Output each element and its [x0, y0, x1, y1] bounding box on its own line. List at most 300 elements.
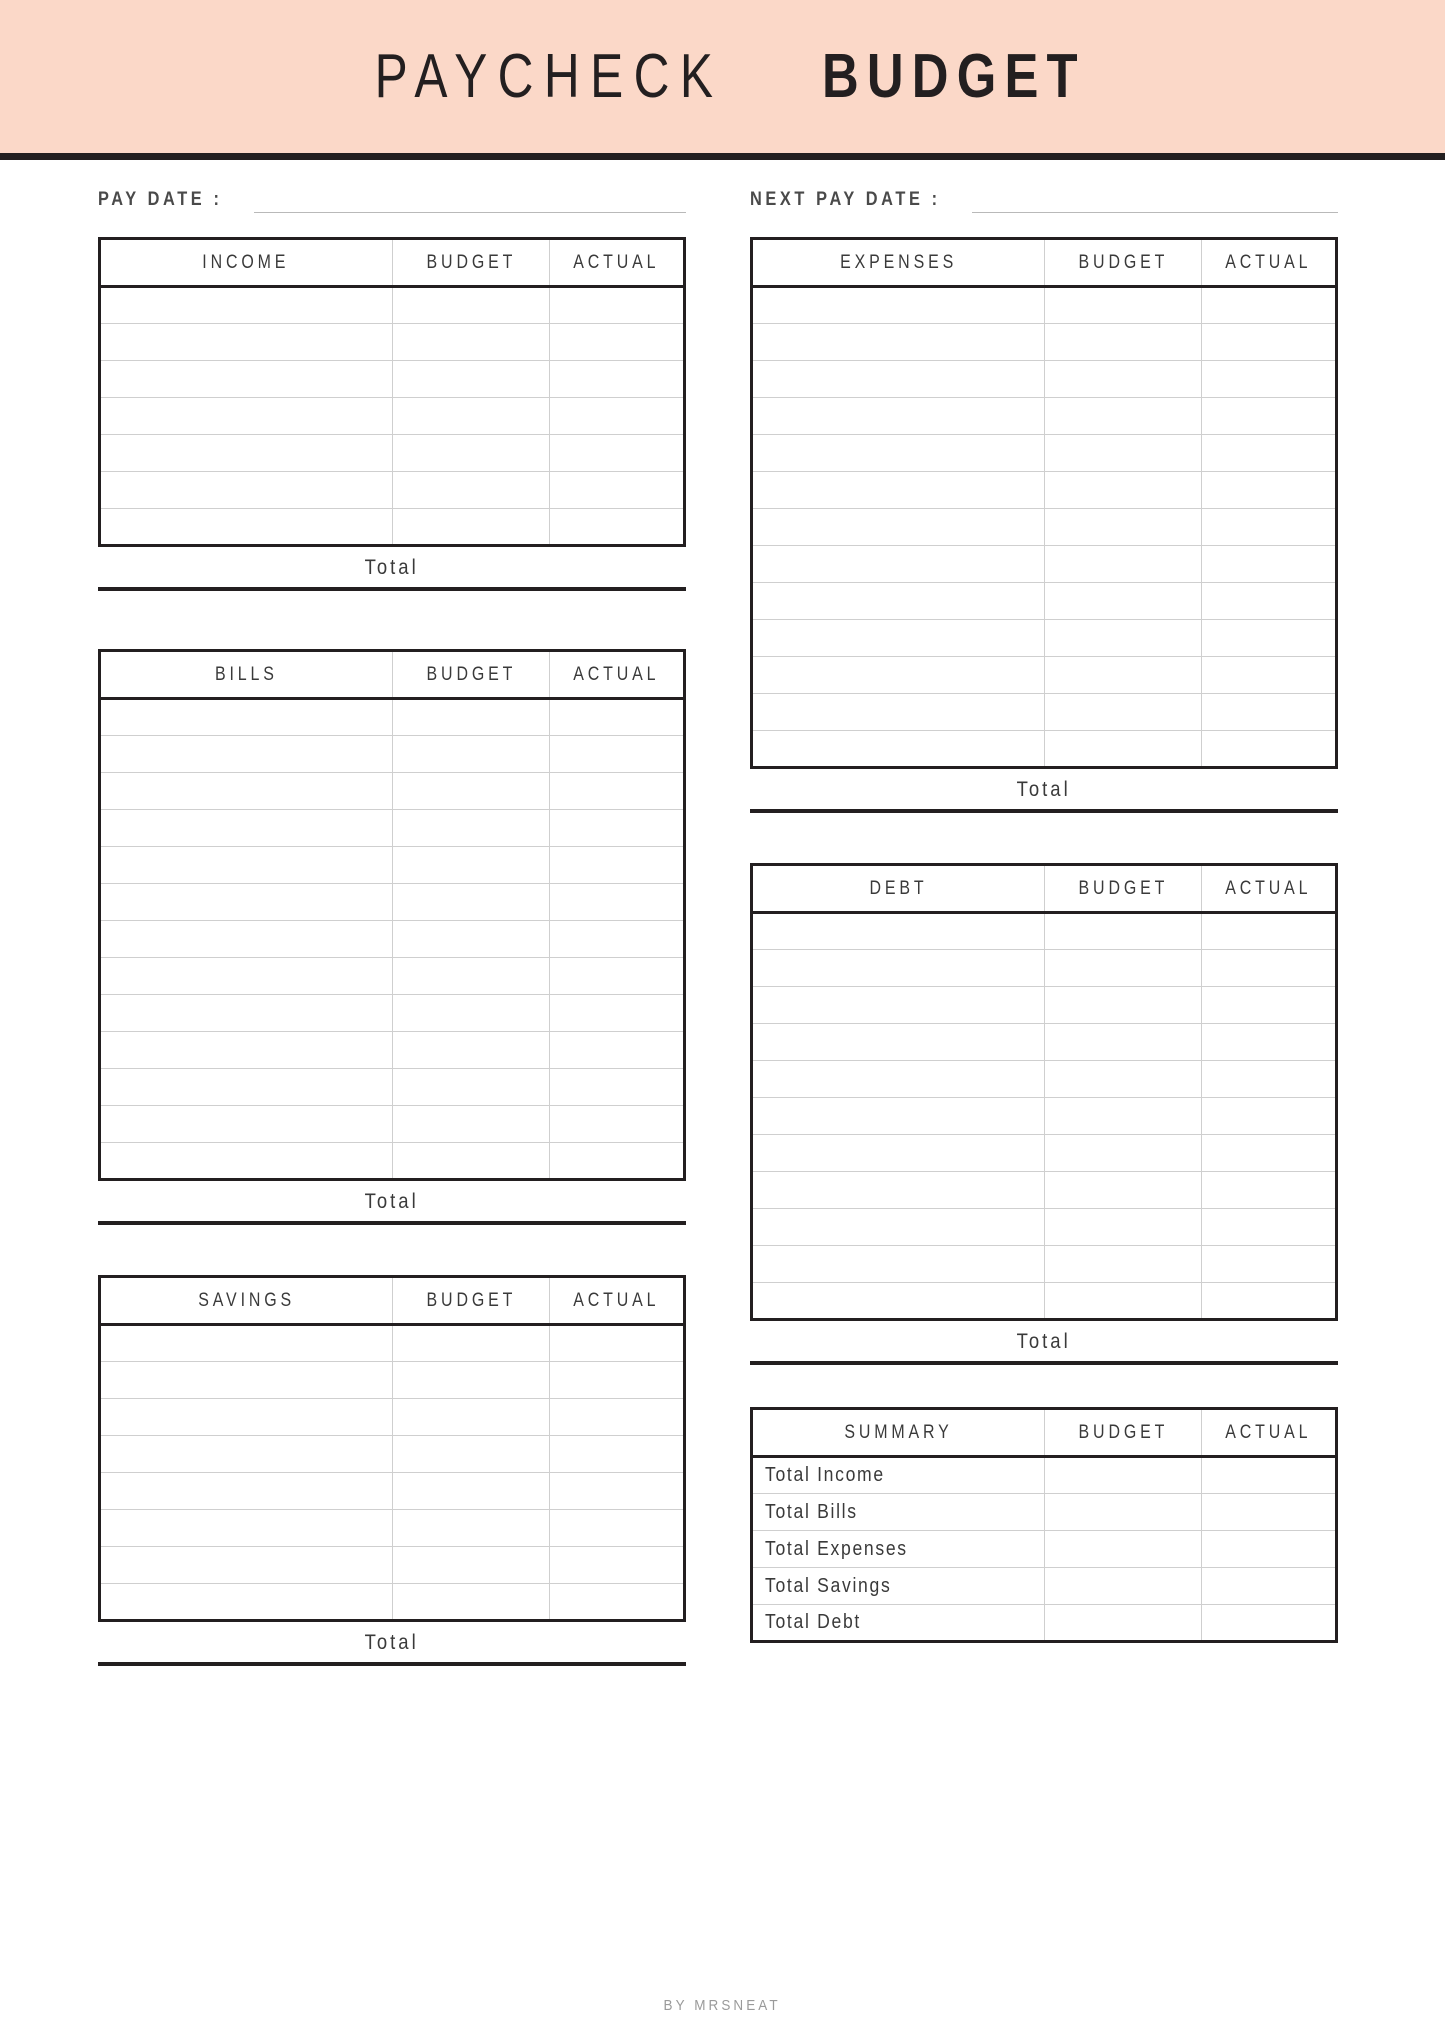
table-cell-name[interactable] — [752, 1457, 1045, 1494]
table-cell-budget[interactable] — [1044, 987, 1202, 1024]
cell-text: Total Income — [765, 1464, 885, 1486]
table-cell-actual[interactable] — [1202, 950, 1337, 987]
page-title — [331, 41, 1115, 112]
table-cell-actual[interactable] — [550, 1069, 685, 1106]
table-cell-name[interactable] — [100, 1032, 393, 1069]
table-cell-actual[interactable] — [550, 773, 685, 810]
table-cell-budget[interactable] — [1044, 950, 1202, 987]
table-row[interactable] — [752, 1061, 1337, 1098]
table-row[interactable] — [752, 546, 1337, 583]
table-cell-actual[interactable] — [1202, 472, 1337, 509]
table-row[interactable] — [752, 1209, 1337, 1246]
spacer-income-bills — [98, 591, 686, 649]
table-cell-actual[interactable] — [1202, 1568, 1337, 1605]
debt-col-header-name: DEBT — [752, 865, 1045, 913]
table-cell-actual[interactable] — [1202, 913, 1337, 950]
table-row[interactable] — [100, 921, 685, 958]
table-cell-name[interactable] — [100, 361, 393, 398]
table-cell-budget[interactable] — [392, 1584, 550, 1621]
table-cell-budget[interactable] — [1044, 1209, 1202, 1246]
table-cell-name[interactable] — [100, 921, 393, 958]
table-cell-actual[interactable] — [1202, 583, 1337, 620]
table-cell-name[interactable] — [100, 1510, 393, 1547]
table-row[interactable] — [752, 361, 1337, 398]
spacer-debt-summary — [750, 1365, 1338, 1407]
table-cell-name[interactable] — [752, 435, 1045, 472]
table-cell-actual[interactable] — [550, 287, 685, 324]
table-cell-budget[interactable] — [392, 1399, 550, 1436]
table-cell-name[interactable] — [100, 847, 393, 884]
cell-text: Total Savings — [765, 1574, 892, 1597]
savings-table-section — [98, 1275, 686, 1666]
table-cell-budget[interactable] — [392, 736, 550, 773]
table-row[interactable] — [752, 509, 1337, 546]
table-cell-budget[interactable] — [1044, 435, 1202, 472]
table-cell-actual[interactable] — [550, 995, 685, 1032]
table-cell-name[interactable] — [100, 1436, 393, 1473]
table-cell-budget[interactable] — [392, 324, 550, 361]
income-col-header-actual: ACTUAL — [550, 239, 685, 287]
table-cell-actual[interactable] — [1202, 287, 1337, 324]
right-column — [750, 167, 1338, 1643]
cell-text: Total Bills — [765, 1500, 858, 1523]
table-cell-name[interactable] — [752, 1024, 1045, 1061]
summary-table-body — [752, 1457, 1337, 1642]
table-cell-name[interactable] — [752, 620, 1045, 657]
table-header-row — [752, 865, 1337, 913]
next-pay-date-label: NEXT PAY DATE : — [750, 189, 941, 210]
table-cell-budget[interactable] — [1044, 398, 1202, 435]
table-cell-actual[interactable] — [550, 361, 685, 398]
bills-table — [98, 649, 686, 1181]
table-row[interactable] — [752, 1568, 1337, 1605]
table-cell-budget[interactable] — [392, 361, 550, 398]
table-cell-budget[interactable] — [1044, 583, 1202, 620]
table-row[interactable] — [100, 736, 685, 773]
table-cell-name[interactable] — [100, 324, 393, 361]
table-row[interactable] — [752, 1246, 1337, 1283]
bills-col-header-name: BILLS — [100, 651, 393, 699]
table-cell-name[interactable] — [752, 1494, 1045, 1531]
summary-col-header-budget: BUDGET — [1044, 1409, 1202, 1457]
table-row[interactable] — [100, 773, 685, 810]
table-row[interactable] — [100, 847, 685, 884]
table-row[interactable] — [100, 1032, 685, 1069]
pay-date-underline[interactable] — [254, 211, 686, 213]
table-cell-budget[interactable] — [392, 1069, 550, 1106]
table-cell-budget[interactable] — [392, 1473, 550, 1510]
table-cell-actual[interactable] — [550, 1325, 685, 1362]
table-cell-budget[interactable] — [392, 435, 550, 472]
table-cell-name[interactable] — [752, 1209, 1045, 1246]
income-table — [98, 237, 686, 547]
table-cell-name[interactable] — [100, 1362, 393, 1399]
table-row[interactable] — [752, 1135, 1337, 1172]
expenses-col-header-actual: ACTUAL — [1202, 239, 1337, 287]
table-cell-name[interactable] — [100, 884, 393, 921]
table-cell-name[interactable] — [100, 1325, 393, 1362]
table-cell-name[interactable] — [752, 1605, 1045, 1642]
income-total-strip — [98, 547, 686, 591]
table-header-row — [752, 1409, 1337, 1457]
table-row[interactable] — [752, 731, 1337, 768]
table-cell-name[interactable] — [100, 736, 393, 773]
table-cell-budget[interactable] — [392, 509, 550, 546]
table-cell-budget[interactable] — [392, 1106, 550, 1143]
savings-table — [98, 1275, 686, 1622]
table-row[interactable] — [752, 1531, 1337, 1568]
table-row[interactable] — [752, 398, 1337, 435]
table-cell-budget[interactable] — [392, 1436, 550, 1473]
table-row[interactable] — [752, 620, 1337, 657]
table-cell-budget[interactable] — [392, 699, 550, 736]
pay-date-label: PAY DATE : — [98, 189, 223, 210]
table-cell-actual[interactable] — [1202, 657, 1337, 694]
income-col-header-budget: BUDGET — [392, 239, 550, 287]
bills-table-body — [100, 699, 685, 1180]
bills-total-label: Total — [364, 1190, 419, 1213]
table-cell-budget[interactable] — [1044, 1283, 1202, 1320]
income-total-label: Total — [364, 556, 419, 579]
debt-total-label: Total — [1016, 1330, 1071, 1353]
left-column — [98, 167, 686, 1666]
table-cell-budget[interactable] — [392, 995, 550, 1032]
table-cell-budget[interactable] — [392, 1032, 550, 1069]
table-cell-actual[interactable] — [1202, 1494, 1337, 1531]
table-cell-actual[interactable] — [1202, 694, 1337, 731]
table-cell-name[interactable] — [752, 950, 1045, 987]
table-cell-name[interactable] — [752, 361, 1045, 398]
bills-col-header-budget: BUDGET — [392, 651, 550, 699]
table-row[interactable] — [100, 958, 685, 995]
table-cell-actual[interactable] — [1202, 1024, 1337, 1061]
table-cell-budget[interactable] — [392, 958, 550, 995]
table-cell-actual[interactable] — [550, 810, 685, 847]
table-cell-name[interactable] — [100, 1473, 393, 1510]
pay-date-field[interactable] — [98, 167, 686, 213]
table-cell-budget[interactable] — [392, 287, 550, 324]
table-cell-budget[interactable] — [1044, 620, 1202, 657]
table-row[interactable] — [752, 1605, 1337, 1642]
table-cell-name[interactable] — [100, 1584, 393, 1621]
table-row[interactable] — [100, 884, 685, 921]
table-cell-budget[interactable] — [1044, 1172, 1202, 1209]
table-cell-name[interactable] — [100, 1399, 393, 1436]
footer-credit: BY MRSNEAT — [663, 1997, 782, 2014]
table-cell-name[interactable] — [752, 1098, 1045, 1135]
table-cell-actual[interactable] — [550, 1032, 685, 1069]
savings-col-header-actual: ACTUAL — [550, 1277, 685, 1325]
income-table-section — [98, 237, 686, 591]
table-row[interactable] — [752, 913, 1337, 950]
table-cell-budget[interactable] — [1044, 1246, 1202, 1283]
table-cell-budget[interactable] — [392, 1325, 550, 1362]
next-pay-date-underline[interactable] — [972, 211, 1338, 213]
table-cell-actual[interactable] — [550, 1436, 685, 1473]
table-cell-name[interactable] — [752, 546, 1045, 583]
table-cell-budget[interactable] — [1044, 509, 1202, 546]
table-cell-budget[interactable] — [1044, 1135, 1202, 1172]
table-row[interactable] — [100, 361, 685, 398]
table-cell-actual[interactable] — [550, 1473, 685, 1510]
table-cell-name[interactable] — [100, 398, 393, 435]
table-cell-name[interactable] — [752, 1246, 1045, 1283]
debt-table-body — [752, 913, 1337, 1320]
table-cell-actual[interactable] — [550, 324, 685, 361]
table-cell-budget[interactable] — [1044, 1605, 1202, 1642]
table-cell-actual[interactable] — [1202, 1246, 1337, 1283]
table-cell-budget[interactable] — [1044, 913, 1202, 950]
table-row[interactable] — [100, 1473, 685, 1510]
table-cell-name[interactable] — [100, 1106, 393, 1143]
table-cell-budget[interactable] — [1044, 1494, 1202, 1531]
table-row[interactable] — [752, 324, 1337, 361]
table-cell-actual[interactable] — [550, 921, 685, 958]
table-cell-budget[interactable] — [392, 773, 550, 810]
table-row[interactable] — [100, 435, 685, 472]
spacer-expenses-debt — [750, 813, 1338, 863]
debt-table-section — [750, 863, 1338, 1365]
table-cell-budget[interactable] — [392, 1143, 550, 1180]
table-cell-actual[interactable] — [1202, 361, 1337, 398]
expenses-col-header-name: EXPENSES — [752, 239, 1045, 287]
cell-text: Total Debt — [765, 1611, 861, 1633]
table-row[interactable] — [752, 1494, 1337, 1531]
table-cell-name[interactable] — [752, 1531, 1045, 1568]
table-header-row — [100, 651, 685, 699]
table-row[interactable] — [752, 1457, 1337, 1494]
income-col-header-name: INCOME — [100, 239, 393, 287]
expenses-total-label: Total — [1016, 778, 1071, 801]
table-cell-budget[interactable] — [392, 847, 550, 884]
table-cell-actual[interactable] — [1202, 1457, 1337, 1494]
table-cell-actual[interactable] — [550, 398, 685, 435]
table-cell-actual[interactable] — [550, 1106, 685, 1143]
table-cell-budget[interactable] — [1044, 1531, 1202, 1568]
table-row[interactable] — [100, 1069, 685, 1106]
table-row[interactable] — [100, 1510, 685, 1547]
table-cell-budget[interactable] — [1044, 1061, 1202, 1098]
table-cell-actual[interactable] — [550, 1362, 685, 1399]
savings-total-strip — [98, 1622, 686, 1666]
table-cell-actual[interactable] — [550, 509, 685, 546]
expenses-table-section — [750, 237, 1338, 813]
table-row[interactable] — [752, 287, 1337, 324]
table-row[interactable] — [752, 950, 1337, 987]
table-cell-budget[interactable] — [1044, 361, 1202, 398]
table-cell-name[interactable] — [100, 509, 393, 546]
table-row[interactable] — [752, 1098, 1337, 1135]
expenses-table-body — [752, 287, 1337, 768]
table-row[interactable] — [752, 1283, 1337, 1320]
savings-col-header-budget: BUDGET — [392, 1277, 550, 1325]
table-cell-actual[interactable] — [1202, 509, 1337, 546]
table-cell-actual[interactable] — [1202, 1605, 1337, 1642]
table-cell-name[interactable] — [752, 1135, 1045, 1172]
table-row[interactable] — [752, 1172, 1337, 1209]
table-cell-actual[interactable] — [550, 736, 685, 773]
table-cell-budget[interactable] — [392, 810, 550, 847]
table-cell-budget[interactable] — [392, 472, 550, 509]
table-cell-actual[interactable] — [550, 1547, 685, 1584]
table-row[interactable] — [100, 1399, 685, 1436]
table-cell-name[interactable] — [100, 1547, 393, 1584]
table-cell-name[interactable] — [100, 699, 393, 736]
table-row[interactable] — [100, 1584, 685, 1621]
table-row[interactable] — [100, 810, 685, 847]
table-cell-actual[interactable] — [1202, 987, 1337, 1024]
table-cell-budget[interactable] — [1044, 657, 1202, 694]
savings-col-header-name: SAVINGS — [100, 1277, 393, 1325]
table-cell-name[interactable] — [752, 583, 1045, 620]
table-header-row — [752, 239, 1337, 287]
table-row[interactable] — [752, 657, 1337, 694]
table-cell-actual[interactable] — [550, 958, 685, 995]
cell-text: Total Expenses — [765, 1537, 908, 1560]
expenses-table — [750, 237, 1338, 769]
table-cell-name[interactable] — [752, 1568, 1045, 1605]
table-header-row — [100, 1277, 685, 1325]
table-row[interactable] — [100, 398, 685, 435]
next-pay-date-field[interactable] — [750, 167, 1338, 213]
table-row[interactable] — [752, 472, 1337, 509]
debt-col-header-actual: ACTUAL — [1202, 865, 1337, 913]
table-cell-actual[interactable] — [1202, 324, 1337, 361]
table-row[interactable] — [100, 995, 685, 1032]
table-row[interactable] — [100, 699, 685, 736]
table-cell-actual[interactable] — [1202, 1283, 1337, 1320]
table-cell-name[interactable] — [100, 995, 393, 1032]
table-cell-name[interactable] — [752, 287, 1045, 324]
table-cell-actual[interactable] — [1202, 546, 1337, 583]
table-row[interactable] — [752, 987, 1337, 1024]
page-header-band — [0, 0, 1445, 160]
summary-col-header-actual: ACTUAL — [1202, 1409, 1337, 1457]
bills-total-strip — [98, 1181, 686, 1225]
table-cell-actual[interactable] — [550, 472, 685, 509]
table-cell-actual[interactable] — [1202, 1531, 1337, 1568]
table-cell-actual[interactable] — [550, 1399, 685, 1436]
table-row[interactable] — [100, 1362, 685, 1399]
table-cell-actual[interactable] — [1202, 620, 1337, 657]
table-row[interactable] — [752, 435, 1337, 472]
table-row[interactable] — [100, 1436, 685, 1473]
table-cell-name[interactable] — [100, 472, 393, 509]
bills-col-header-actual: ACTUAL — [550, 651, 685, 699]
table-cell-actual[interactable] — [550, 1510, 685, 1547]
table-cell-name[interactable] — [752, 509, 1045, 546]
page-title-paycheck: PAYCHECK — [374, 42, 723, 111]
table-cell-budget[interactable] — [1044, 287, 1202, 324]
table-cell-name[interactable] — [100, 810, 393, 847]
table-cell-budget[interactable] — [1044, 1098, 1202, 1135]
table-cell-name[interactable] — [100, 435, 393, 472]
table-cell-name[interactable] — [752, 324, 1045, 361]
table-cell-name[interactable] — [100, 1143, 393, 1180]
table-row[interactable] — [752, 1024, 1337, 1061]
table-cell-name[interactable] — [752, 472, 1045, 509]
table-cell-name[interactable] — [100, 1069, 393, 1106]
summary-table-section — [750, 1407, 1338, 1643]
table-row[interactable] — [100, 1106, 685, 1143]
table-row[interactable] — [100, 1325, 685, 1362]
table-cell-budget[interactable] — [1044, 694, 1202, 731]
table-cell-budget[interactable] — [1044, 1024, 1202, 1061]
table-row[interactable] — [100, 324, 685, 361]
summary-col-header-name: SUMMARY — [752, 1409, 1045, 1457]
table-cell-budget[interactable] — [1044, 731, 1202, 768]
table-cell-actual[interactable] — [1202, 398, 1337, 435]
expenses-col-header-budget: BUDGET — [1044, 239, 1202, 287]
table-cell-name[interactable] — [752, 1283, 1045, 1320]
debt-table — [750, 863, 1338, 1321]
table-cell-name[interactable] — [752, 1061, 1045, 1098]
table-cell-name[interactable] — [752, 694, 1045, 731]
table-row[interactable] — [100, 1143, 685, 1180]
footer — [0, 1997, 1445, 2015]
table-row[interactable] — [752, 583, 1337, 620]
table-cell-name[interactable] — [752, 987, 1045, 1024]
table-cell-name[interactable] — [100, 773, 393, 810]
table-cell-name[interactable] — [752, 398, 1045, 435]
table-cell-budget[interactable] — [1044, 1457, 1202, 1494]
table-cell-actual[interactable] — [1202, 1098, 1337, 1135]
table-cell-actual[interactable] — [550, 847, 685, 884]
table-cell-actual[interactable] — [1202, 1172, 1337, 1209]
table-cell-name[interactable] — [100, 287, 393, 324]
table-cell-name[interactable] — [752, 731, 1045, 768]
table-cell-actual[interactable] — [1202, 1135, 1337, 1172]
table-cell-budget[interactable] — [1044, 472, 1202, 509]
table-cell-budget[interactable] — [392, 1362, 550, 1399]
table-row[interactable] — [100, 287, 685, 324]
page-title-budget: BUDGET — [821, 42, 1086, 111]
bills-table-section — [98, 649, 686, 1225]
table-cell-actual[interactable] — [1202, 1061, 1337, 1098]
savings-total-label: Total — [364, 1631, 419, 1654]
table-cell-actual[interactable] — [550, 699, 685, 736]
table-cell-name[interactable] — [752, 1172, 1045, 1209]
table-cell-budget[interactable] — [1044, 1568, 1202, 1605]
table-cell-name[interactable] — [100, 958, 393, 995]
table-row[interactable] — [752, 694, 1337, 731]
table-cell-actual[interactable] — [550, 435, 685, 472]
table-cell-budget[interactable] — [392, 884, 550, 921]
table-cell-actual[interactable] — [1202, 731, 1337, 768]
spacer-bills-savings — [98, 1225, 686, 1275]
table-cell-actual[interactable] — [550, 884, 685, 921]
table-row[interactable] — [100, 472, 685, 509]
table-cell-budget[interactable] — [392, 398, 550, 435]
table-cell-budget[interactable] — [392, 921, 550, 958]
table-cell-actual[interactable] — [1202, 1209, 1337, 1246]
table-cell-actual[interactable] — [550, 1143, 685, 1180]
table-row[interactable] — [100, 1547, 685, 1584]
table-cell-budget[interactable] — [392, 1547, 550, 1584]
table-cell-name[interactable] — [752, 657, 1045, 694]
summary-table — [750, 1407, 1338, 1643]
table-cell-actual[interactable] — [1202, 435, 1337, 472]
table-cell-actual[interactable] — [550, 1584, 685, 1621]
table-cell-budget[interactable] — [1044, 546, 1202, 583]
expenses-total-strip — [750, 769, 1338, 813]
savings-table-body — [100, 1325, 685, 1621]
table-cell-budget[interactable] — [392, 1510, 550, 1547]
table-cell-name[interactable] — [752, 913, 1045, 950]
table-header-row — [100, 239, 685, 287]
table-cell-budget[interactable] — [1044, 324, 1202, 361]
table-row[interactable] — [100, 509, 685, 546]
